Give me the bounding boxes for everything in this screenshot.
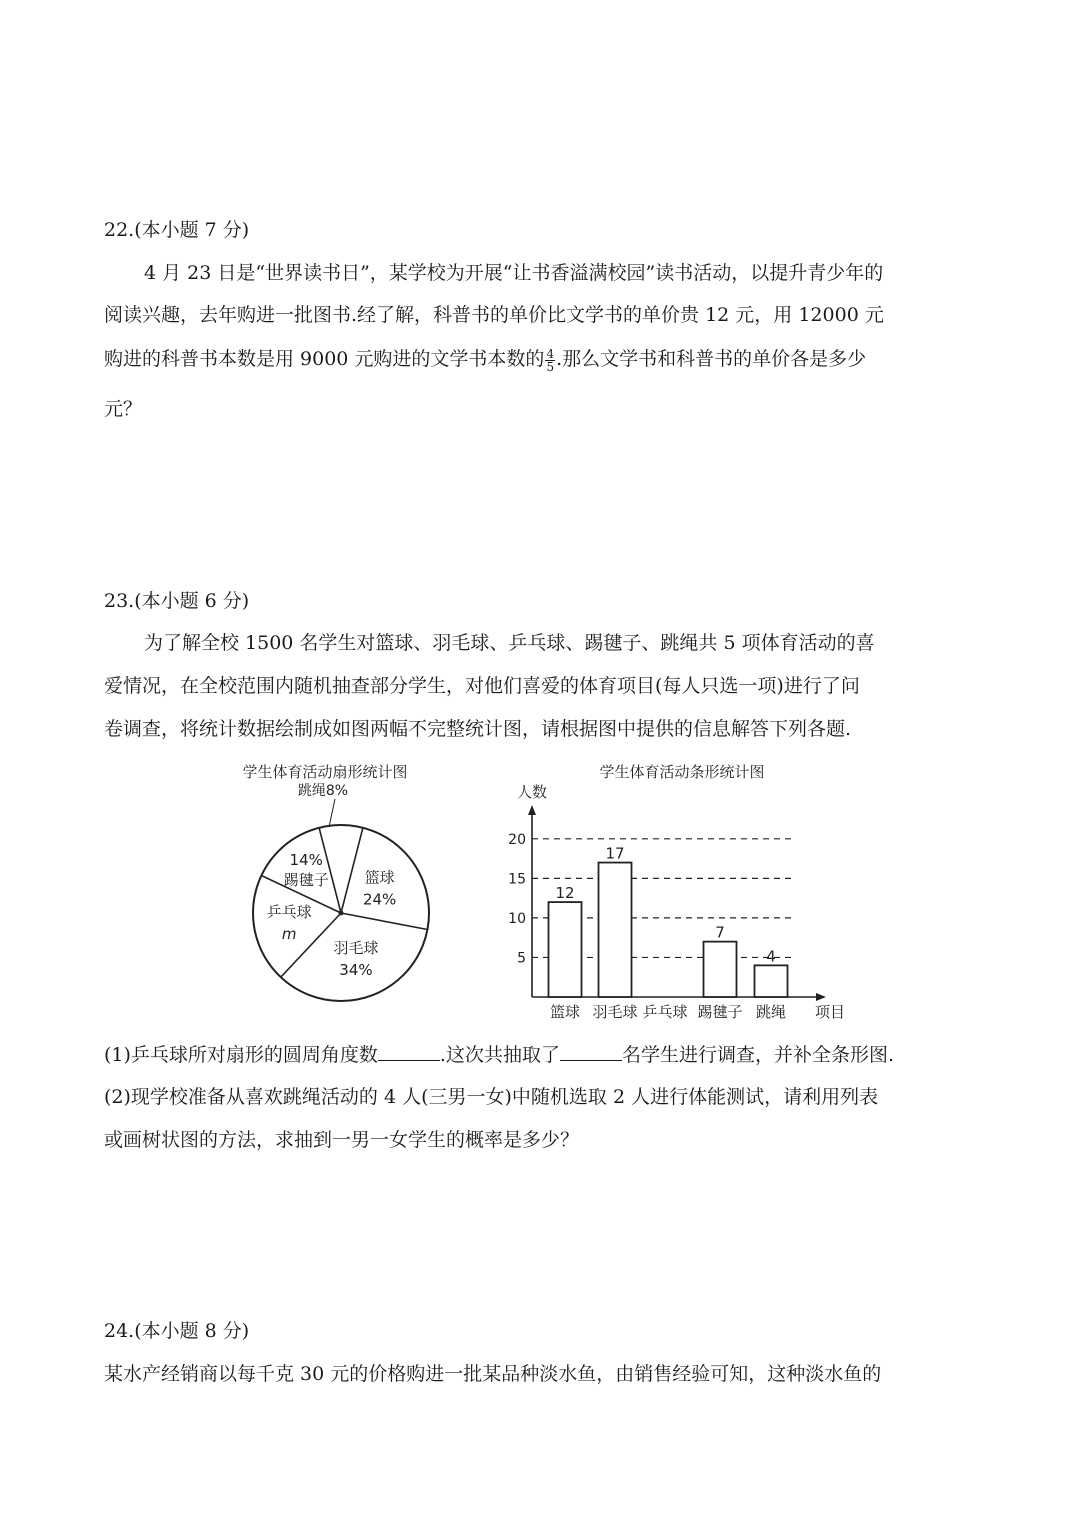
- pie-slice-label: 乒乓球: [266, 902, 312, 921]
- x-axis-arrow: [816, 993, 826, 1001]
- y-tick-label: 5: [517, 950, 526, 967]
- q23-sub2-line-1: (2)现学校准备从喜欢跳绳活动的 4 人(三男一女)中随机选取 2 人进行体能测试，请利用列表: [104, 1086, 879, 1108]
- pie-slice-value: 34%: [339, 961, 373, 980]
- answer-blank-angle[interactable]: [378, 1042, 440, 1061]
- y-tick-label: 10: [508, 910, 526, 927]
- bar-value-label: 4: [766, 947, 776, 966]
- pie-slice-value: 14%: [289, 850, 323, 869]
- bar-0: [549, 902, 582, 997]
- q23-line-3: 卷调查，将统计数据绘制成如图两幅不完整统计图，请根据图中提供的信息解答下列各题.: [104, 718, 852, 740]
- x-tick-label: 篮球: [549, 1003, 581, 1021]
- fraction-numerator: 4: [546, 346, 555, 361]
- pie-slice-label: 篮球: [364, 868, 395, 887]
- y-axis-arrow: [528, 805, 536, 815]
- pie-slice-value: 24%: [362, 890, 397, 909]
- bar-chart: [508, 783, 845, 1021]
- q23-sub2-line-2: 或画树状图的方法，求抽到一男一女学生的概率是多少？: [104, 1129, 580, 1151]
- q24-line-1: 某水产经销商以每千克 30 元的价格购进一批某品种淡水鱼，由销售经验可知，这种淡水鱼的: [104, 1363, 882, 1385]
- q23-line-2: 爱情况，在全校范围内随机抽查部分学生，对他们喜爱的体育项目(每人只选一项)进行了问: [104, 675, 860, 697]
- pie-center-dot: [339, 911, 344, 916]
- fraction-four-fifths: [545, 348, 555, 373]
- q22-header: 22.(本小题 7 分): [104, 219, 250, 241]
- y-tick-label: 15: [508, 871, 526, 888]
- bar-1: [599, 863, 632, 997]
- q22-line-1: 4 月 23 日是“世界读书日”，某学校为开展“让书香溢满校园”读书活动，以提升青少年的: [144, 262, 884, 284]
- pie-chart: [253, 783, 429, 1001]
- q22-line-3-text-b: .那么文学书和科普书的单价各是多少: [556, 348, 867, 370]
- q22-line-2: 阅读兴趣，去年购进一批图书.经了解，科普书的单价比文学书的单价贵 12 元，用 12000 元: [104, 304, 884, 326]
- q23-sub1-text-b: .这次共抽取了: [439, 1044, 560, 1066]
- x-tick-label: 乒乓球: [642, 1003, 688, 1021]
- pie-slice-label: 跳绳8%: [297, 783, 349, 799]
- x-tick-label: 羽毛球: [592, 1003, 638, 1021]
- pie-slice-value: m: [281, 924, 297, 943]
- pie-slice-2-edge: [281, 913, 341, 977]
- answer-blank-count[interactable]: [560, 1042, 622, 1061]
- bar-value-label: 7: [715, 923, 725, 942]
- q22-line-3: [104, 346, 866, 373]
- pie-slice-label: 踢毽子: [283, 870, 329, 889]
- q24-header: 24.(本小题 8 分): [104, 1320, 250, 1342]
- q22-line-3-text-a: 购进的科普书本数是用 9000 元购进的文学书本数的: [104, 348, 545, 370]
- x-tick-label: 跳绳: [755, 1003, 787, 1021]
- x-axis-label: 项目: [814, 1003, 846, 1021]
- q23-sub1-text-c: 名学生进行调查，并补全条形图.: [621, 1044, 895, 1066]
- q23-line-1: 为了解全校 1500 名学生对篮球、羽毛球、乒乓球、踢毽子、跳绳共 5 项体育活动的喜: [144, 632, 875, 654]
- pie-slice-label: 羽毛球: [333, 939, 379, 958]
- bar-value-label: 12: [555, 884, 575, 903]
- bar-3: [704, 942, 737, 997]
- charts-figure: [0, 755, 1080, 1045]
- y-tick-label: 20: [508, 831, 526, 848]
- pie-leader-line: [329, 799, 335, 827]
- fraction-denominator: 5: [546, 359, 555, 374]
- bar-value-label: 17: [605, 844, 625, 863]
- q23-header: 23.(本小题 6 分): [104, 590, 250, 612]
- y-axis-label: 人数: [516, 783, 548, 801]
- pie-slice-1-edge: [341, 913, 427, 929]
- bar-chart-title: 学生体育活动条形统计图: [599, 763, 765, 781]
- bar-4: [755, 965, 788, 997]
- pie-chart-title: 学生体育活动扇形统计图: [242, 763, 408, 781]
- pie-slice-0-edge: [341, 828, 363, 913]
- q23-sub1-text-a: (1)乒乓球所对扇形的圆周角度数: [104, 1044, 378, 1066]
- x-tick-label: 踢毽子: [697, 1003, 743, 1021]
- q22-line-4: 元？: [104, 398, 143, 420]
- q23-sub1: [104, 1042, 894, 1068]
